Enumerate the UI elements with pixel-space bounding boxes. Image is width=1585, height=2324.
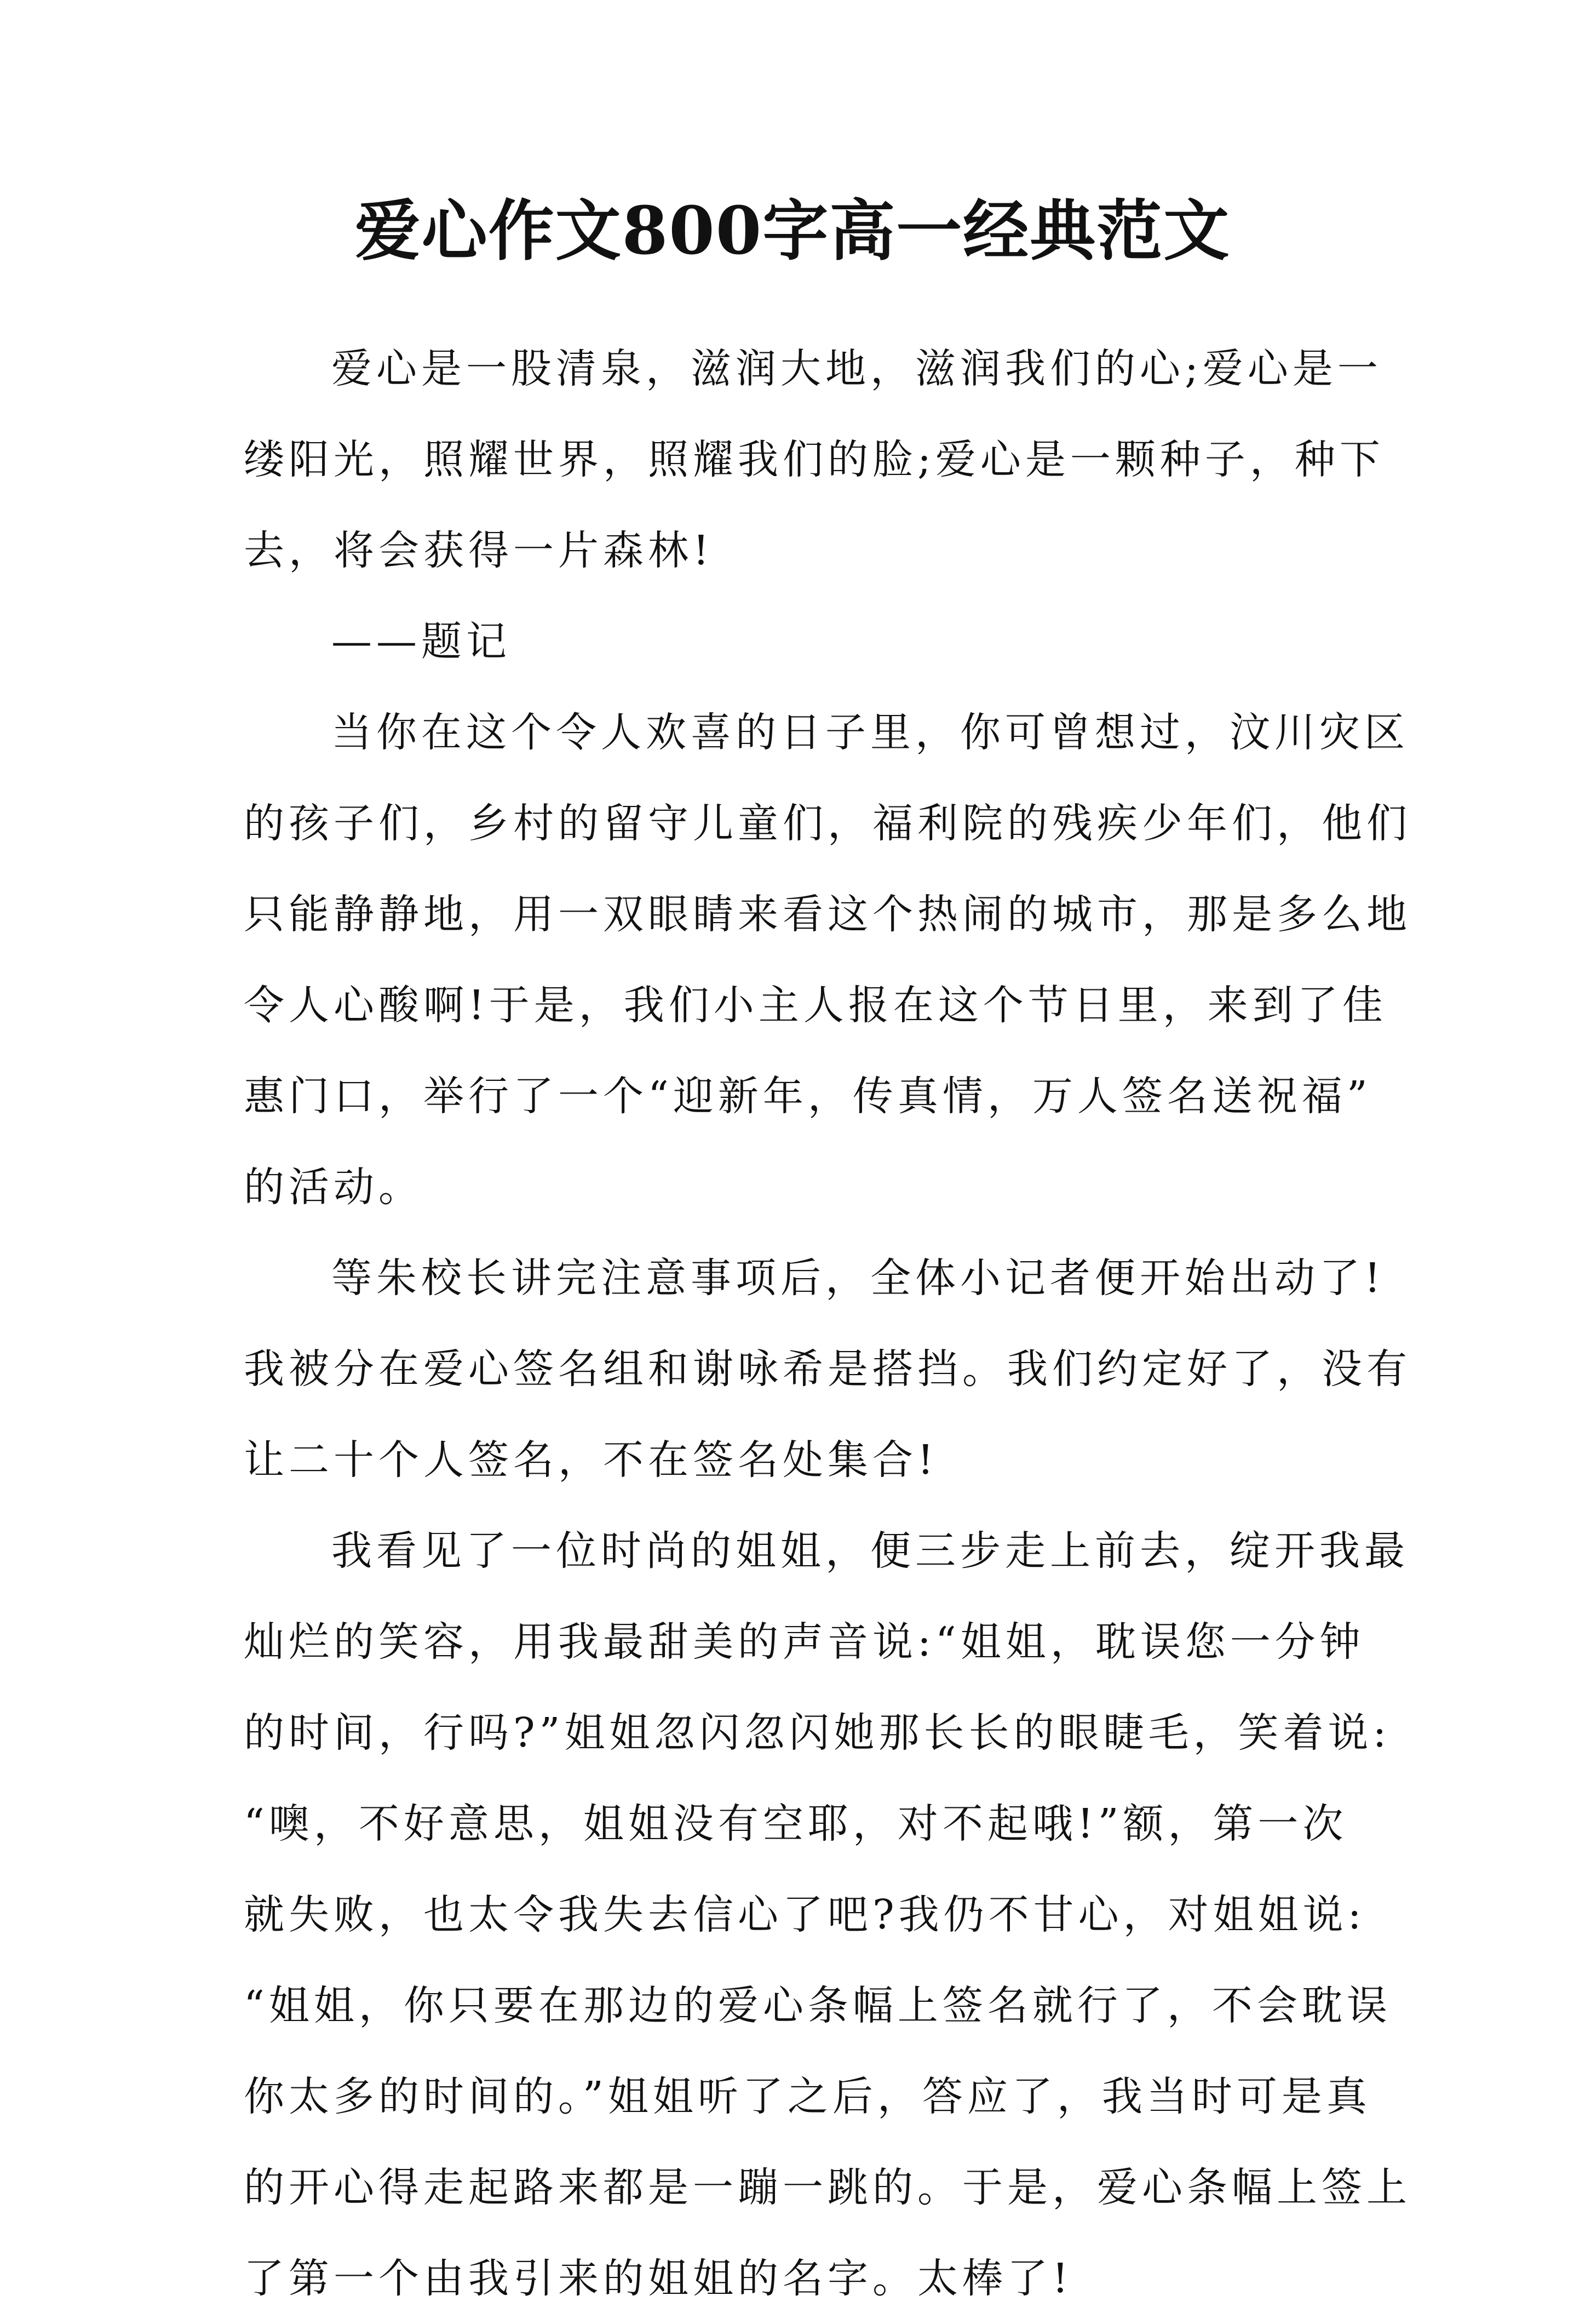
text-line: 爱心是一股清泉，滋润大地，滋润我们的心;爱心是一 xyxy=(331,345,1382,392)
text-line: “姐姐，你只要在那边的爱心条幅上签名就行了，不会耽误 xyxy=(244,1982,1392,2029)
text-line: 令人心酸啊!于是，我们小主人报在这个节日里，来到了佳 xyxy=(244,982,1387,1029)
text-line: 就失败，也太令我失去信心了吧?我仍不甘心，对姐姐说: xyxy=(244,1891,1366,1938)
text-line: 让二十个人签名，不在签名处集合! xyxy=(244,1436,938,1484)
text-line: 当你在这个令人欢喜的日子里，你可曾想过，汶川灾区 xyxy=(331,709,1409,756)
text-line: 了第一个由我引来的姐姐的名字。太棒了! xyxy=(244,2255,1073,2302)
text-line: 惠门口，举行了一个“迎新年，传真情，万人签名送祝福” xyxy=(244,1073,1372,1120)
text-line: 缕阳光，照耀世界，照耀我们的脸;爱心是一颗种子，种下 xyxy=(244,436,1385,483)
text-line: 我被分在爱心签名组和谢咏希是搭挡。我们约定好了，没有 xyxy=(244,1346,1411,1393)
text-line: 的孩子们，乡村的留守儿童们，福利院的残疾少年们，他们 xyxy=(244,800,1411,847)
text-line: 的时间，行吗?”姐姐忽闪忽闪她那长长的眼睫毛，笑着说: xyxy=(244,1709,1391,1756)
text-line: 的活动。 xyxy=(244,1164,423,1211)
text-line: 你太多的时间的。”姐姐听了之后，答应了，我当时可是真 xyxy=(244,2073,1371,2120)
text-line: ——题记 xyxy=(331,618,511,665)
text-line: 去，将会获得一片森林! xyxy=(244,527,714,574)
text-line: 等朱校长讲完注意事项后，全体小记者便开始出动了! xyxy=(331,1255,1385,1302)
document-body xyxy=(244,323,1411,2324)
text-line: 只能静静地，用一双眼睛来看这个热闹的城市，那是多么地 xyxy=(244,891,1411,938)
text-line: “噢，不好意思，姐姐没有空耶，对不起哦!”额，第一次 xyxy=(244,1800,1348,1847)
document-title: 爱心作文800字高一经典范文 xyxy=(354,192,1231,270)
text-line: 的开心得走起路来都是一蹦一跳的。于是，爱心条幅上签上 xyxy=(244,2164,1411,2211)
text-line: 我看见了一位时尚的姐姐，便三步走上前去，绽开我最 xyxy=(331,1527,1409,1575)
text-line: 灿烂的笑容，用我最甜美的声音说:“姐姐，耽误您一分钟 xyxy=(244,1618,1365,1665)
